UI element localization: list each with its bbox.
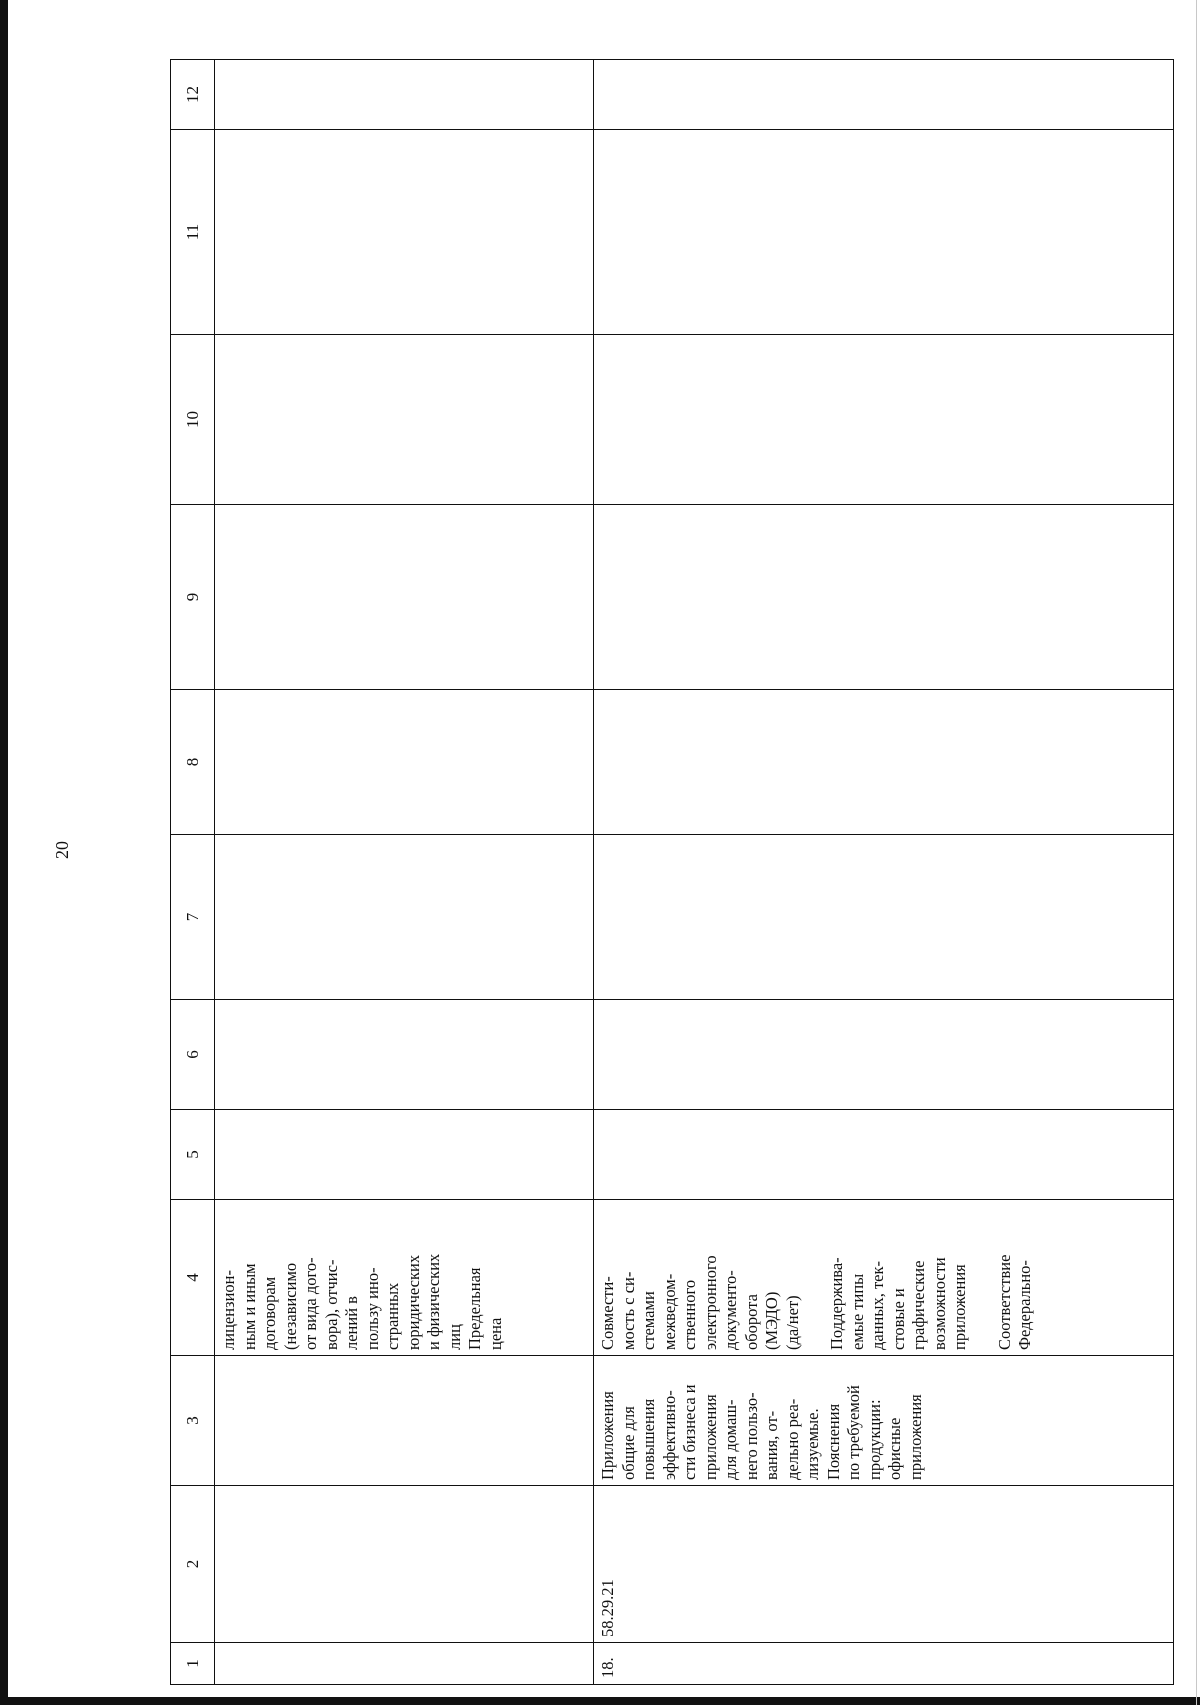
column-header: 12	[171, 60, 215, 130]
table-cell	[594, 835, 1174, 1000]
table-cell	[594, 1110, 1174, 1200]
column-header: 4	[171, 1200, 215, 1356]
table-cell	[594, 1643, 1174, 1685]
table-cell	[594, 1356, 1174, 1486]
table-cell	[215, 690, 594, 835]
okpd-code: 58.29.21	[598, 1579, 617, 1637]
column-header: 2	[171, 1486, 215, 1643]
table-cell	[215, 505, 594, 690]
table-cell	[215, 1000, 594, 1110]
table-cell	[215, 335, 594, 505]
continued-characteristic-text: лицензион- ным и иным договорам (независимо от вида дого- вора), отчис- лений в пользу ино- странных юридических и физических лиц Предельная цена	[219, 1253, 505, 1350]
table-cell	[594, 505, 1174, 690]
table-row-continued	[215, 60, 594, 1685]
table-cell	[215, 1643, 594, 1685]
table-cell	[594, 60, 1174, 130]
scan-border-left	[0, 0, 8, 1705]
column-header: 3	[171, 1356, 215, 1486]
column-header: 5	[171, 1110, 215, 1200]
table-cell	[215, 60, 594, 130]
row-number: 18.	[598, 1657, 617, 1678]
paragraph-gap	[803, 1200, 823, 1355]
column-header: 8	[171, 690, 215, 835]
scan-border-bottom	[0, 1697, 1200, 1705]
paragraph-gap	[971, 1200, 991, 1355]
product-name-text: Приложения общие для повышения эффективно- сти бизнеса и приложения для домаш- него пользо- вания, от- дельно реа- лизуемые. Пояснения по требуемой продукции: офисные приложения	[598, 1384, 925, 1480]
table-cell	[594, 690, 1174, 835]
table-row-18	[594, 60, 1174, 1685]
table-cell	[215, 1110, 594, 1200]
table-cell	[594, 1000, 1174, 1110]
column-header: 11	[171, 130, 215, 335]
characteristic-compliance-text: Соответствие Федерально-	[994, 1254, 1034, 1350]
requirements-table	[170, 59, 1174, 1685]
characteristic-medo-text: Совмести- мость с си- стемами межведом- ственного электронного документо- оборота (МЭДО) (да/нет)	[598, 1255, 802, 1350]
column-header: 10	[171, 335, 215, 505]
table-cell	[594, 335, 1174, 505]
characteristic-data-types-text: Поддержива- емые типы данных, тек- стовые и графические возможности приложения	[827, 1257, 969, 1350]
table-cell	[594, 1486, 1174, 1643]
rotated-table-frame	[170, 60, 1170, 1685]
column-header: 6	[171, 1000, 215, 1110]
table-cell	[594, 130, 1174, 335]
table-cell	[215, 130, 594, 335]
page-number: 20	[52, 841, 72, 859]
column-header: 1	[171, 1643, 215, 1685]
table-cell	[215, 835, 594, 1000]
table-cell	[215, 1200, 594, 1356]
column-header: 9	[171, 505, 215, 690]
scan-border-right	[1196, 0, 1197, 1705]
column-number-header-row	[171, 60, 215, 1685]
table-cell	[594, 1200, 1174, 1356]
table-cell	[215, 1486, 594, 1643]
column-header: 7	[171, 835, 215, 1000]
table-cell	[215, 1356, 594, 1486]
